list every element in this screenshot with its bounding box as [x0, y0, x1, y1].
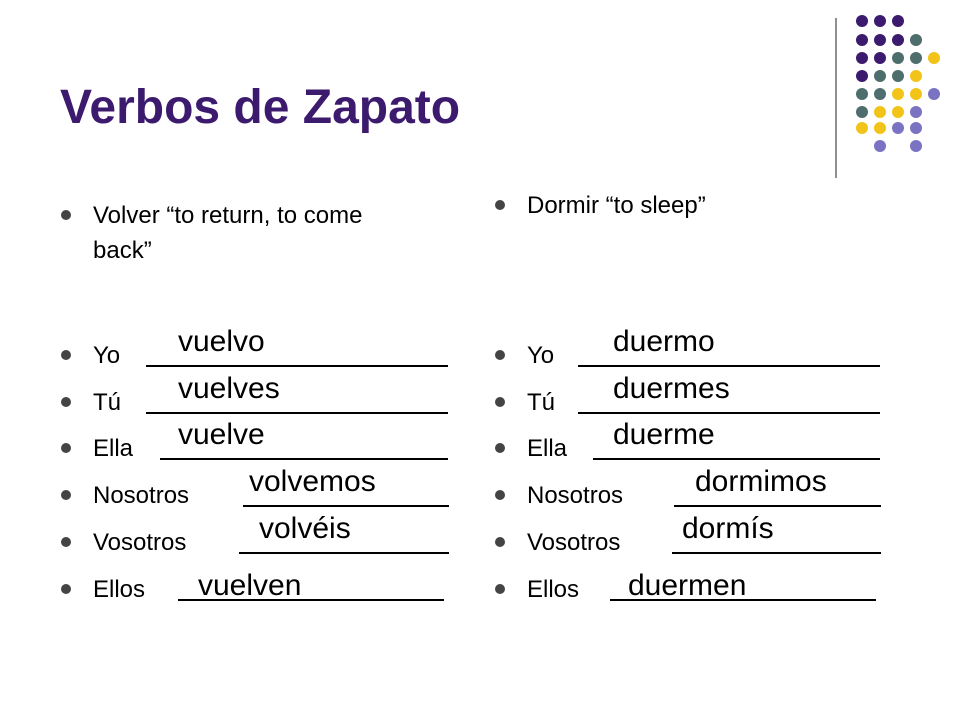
blank-line	[578, 365, 880, 367]
pronoun-label: Ella	[93, 435, 134, 462]
blank-line	[578, 412, 880, 414]
pronoun-label: Yo	[527, 342, 555, 369]
pronoun-label: Vosotros	[93, 529, 187, 556]
page-title: Verbos de Zapato	[60, 81, 461, 134]
answer-text: volvemos	[249, 465, 376, 498]
answer-text: vuelvo	[178, 325, 265, 358]
answer-text: dormimos	[695, 465, 827, 498]
pronoun-label: Nosotros	[527, 482, 624, 509]
answer-text: vuelve	[178, 418, 265, 451]
answer-text: volvéis	[259, 512, 351, 545]
blank-line	[243, 505, 449, 507]
verb-heading: Volver “to return, to come back”	[93, 202, 363, 264]
pronoun-label: Ellos	[93, 576, 146, 603]
answer-text: dormís	[682, 512, 774, 545]
pronoun-label: Ellos	[527, 576, 580, 603]
pronoun-label: Tú	[527, 389, 556, 416]
pronoun-label: Yo	[93, 342, 121, 369]
answer-text: duerme	[613, 418, 715, 451]
pronoun-label: Vosotros	[527, 529, 621, 556]
answer-text: duermo	[613, 325, 715, 358]
blank-line	[146, 412, 448, 414]
answer-text: duermen	[628, 569, 747, 602]
blank-line	[674, 505, 881, 507]
blank-line	[672, 552, 881, 554]
pronoun-label: Ella	[527, 435, 568, 462]
blank-line	[146, 365, 448, 367]
pronoun-label: Nosotros	[93, 482, 190, 509]
answer-text: vuelven	[198, 569, 302, 602]
blank-line	[160, 458, 448, 460]
verb-heading: Dormir “to sleep”	[527, 192, 706, 219]
blank-line	[239, 552, 449, 554]
pronoun-label: Tú	[93, 389, 122, 416]
answer-text: duermes	[613, 372, 730, 405]
answer-text: vuelves	[178, 372, 280, 405]
blank-line	[593, 458, 880, 460]
